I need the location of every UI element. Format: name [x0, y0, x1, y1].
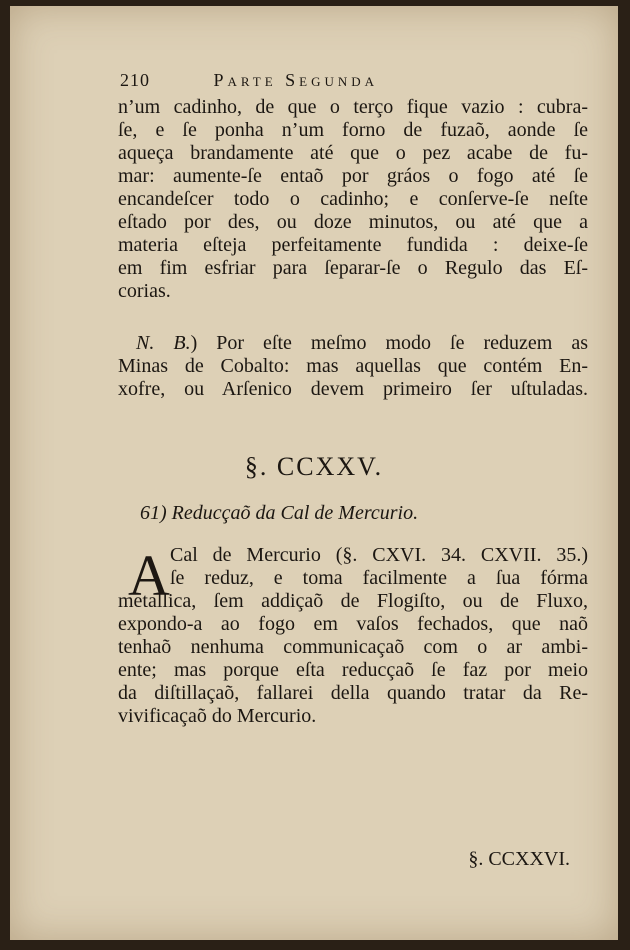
nota-bene-paragraph	[118, 332, 588, 401]
nota-bene-text: ) Por eſte meſmo modo ſe reduzem as	[190, 332, 589, 354]
section-title: §. CCXXV.	[244, 452, 384, 481]
text-line	[118, 332, 588, 355]
text-line: encandeſcer todo o cadinho; e conſerve-ſe neſte	[118, 188, 588, 210]
drop-cap: A	[128, 543, 170, 608]
text-line: Cal de Mercurio (§. CXVI. 34. CXVII. 35.)	[170, 544, 588, 566]
text-line: ente; mas porque eſta reducçaõ ſe faz por meio	[118, 659, 588, 681]
text-line: vivificaçaõ do Mercurio.	[118, 705, 317, 727]
text-line: xofre, ou Arſenico devem primeiro ſer uſtuladas.	[118, 378, 588, 400]
catchword: §. CCXXVI.	[468, 848, 570, 870]
nota-bene-label: N. B.	[136, 332, 191, 354]
book-page	[10, 6, 618, 940]
text-line: eſtado por des, ou doze minutos, ou até que a	[118, 211, 588, 233]
paragraph-2-indented	[170, 544, 588, 590]
text-line: expondo-a ao fogo em vaſos fechados, que naõ	[118, 613, 588, 635]
page-number: 210	[120, 70, 150, 90]
text-line: materia eſteja perfeitamente fundida : deixe-ſe	[118, 234, 588, 256]
text-line: ſe, e ſe ponha n’um forno de fuzaõ, aonde ſe	[118, 119, 588, 141]
text-line: tenhaõ nenhuma communicaçaõ com o ar ambi-	[118, 636, 588, 658]
text-line: corias.	[118, 280, 171, 302]
subsection-heading: 61) Reducçaõ da Cal de Mercurio.	[140, 502, 419, 524]
text-line: em fim esfriar para ſeparar-ſe o Regulo das Eſ-	[118, 257, 588, 279]
running-head: Parte Segunda	[213, 70, 379, 90]
text-line: n’um cadinho, de que o terço fique vazio : cubra-	[118, 96, 588, 118]
text-line: aqueça brandamente até que o pez acabe de fu-	[118, 142, 588, 164]
page-header	[120, 70, 378, 91]
text-line: mar: aumente-ſe entaõ por gráos o fogo até ſe	[118, 165, 588, 187]
text-line: Minas de Cobalto: mas aquellas que contém En-	[118, 355, 588, 377]
paragraph-1	[118, 96, 588, 303]
text-line: metallica, ſem addiçaõ de Flogiſto, ou de Fluxo,	[118, 590, 588, 612]
text-line: ſe reduz, e toma facilmente a ſua fórma	[170, 567, 588, 589]
text-line: da diſtillaçaõ, fallarei della quando tratar da Re-	[118, 682, 588, 704]
paragraph-2	[118, 590, 588, 728]
